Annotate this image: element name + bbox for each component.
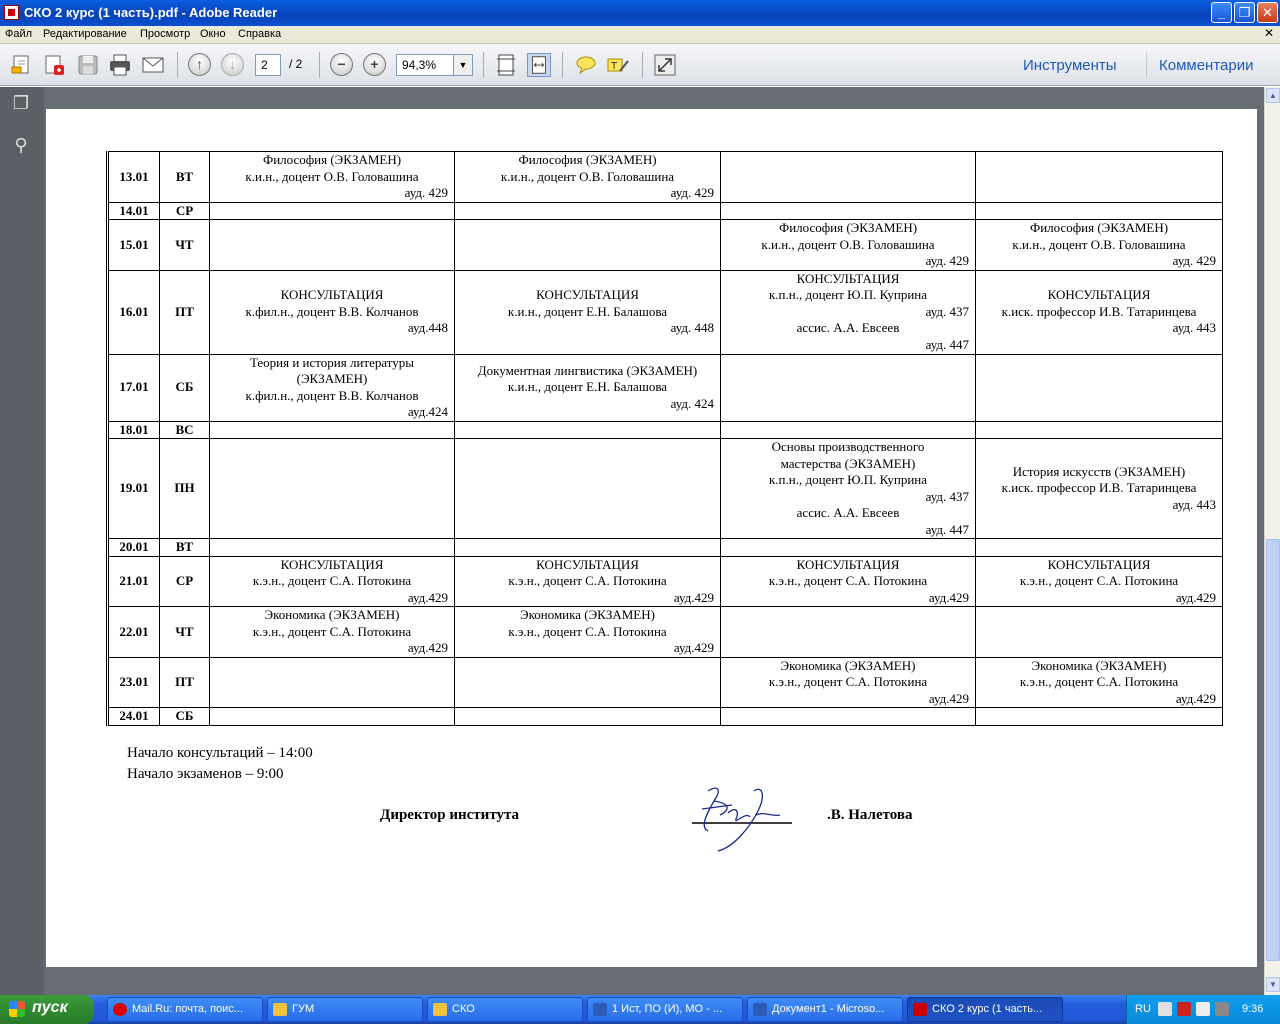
network-icon[interactable] <box>1158 1002 1172 1016</box>
class-cell <box>455 607 721 658</box>
date-cell: 18.01 <box>108 421 160 439</box>
taskbar-button[interactable] <box>267 997 423 1022</box>
subject-line: КОНСУЛЬТАЦИЯ <box>796 556 900 572</box>
zoom-dropdown-icon[interactable]: ▼ <box>453 55 472 75</box>
highlight-icon[interactable] <box>606 53 630 77</box>
folder-icon <box>433 1003 447 1016</box>
scroll-thumb[interactable] <box>1266 539 1280 961</box>
teacher-line: к.э.н., доцент С.А. Потокина <box>1019 573 1179 588</box>
class-cell <box>721 220 976 271</box>
room-line: ауд.448 <box>407 320 448 336</box>
room-line: ауд. 447 <box>925 336 969 352</box>
weekday-cell: ПН <box>160 439 210 539</box>
class-cell <box>721 539 976 557</box>
clock: 9:36 <box>1242 1003 1264 1015</box>
room-line: ауд.429 <box>407 589 448 605</box>
subject-line: КОНСУЛЬТАЦИЯ <box>536 556 639 572</box>
subject-line: Экономика (ЭКЗАМЕН) <box>520 607 655 622</box>
subject-line: КОНСУЛЬТАЦИЯ <box>536 287 639 303</box>
room-line: ауд.429 <box>673 589 714 605</box>
menu-view[interactable]: Просмотр <box>140 28 191 40</box>
date-cell: 23.01 <box>108 657 160 708</box>
class-cell <box>976 354 1223 421</box>
table-row <box>108 657 1223 708</box>
teacher-line: ассис. А.А. Евсеев <box>796 505 900 520</box>
previous-page-button[interactable]: ↑ <box>188 53 211 76</box>
class-cell <box>721 657 976 708</box>
comment-icon[interactable] <box>574 53 598 77</box>
subject-line: Экономика (ЭКЗАМЕН) <box>264 607 400 622</box>
subject-line: Основы производственного <box>771 439 925 454</box>
room-line: ауд. 424 <box>670 395 714 411</box>
attachments-icon[interactable]: ⚲ <box>14 135 28 155</box>
pdf-icon <box>913 1003 927 1016</box>
date-cell: 24.01 <box>108 708 160 726</box>
class-cell <box>210 657 455 708</box>
subject-line: Теория и история литературы <box>249 354 415 370</box>
class-cell <box>976 202 1223 220</box>
menu-bar <box>0 26 1280 44</box>
room-line: ауд. 443 <box>1172 496 1216 512</box>
class-cell <box>721 152 976 203</box>
class-cell <box>721 202 976 220</box>
comments-pane-button[interactable]: Комментарии <box>1159 57 1254 74</box>
date-cell: 13.01 <box>108 152 160 203</box>
teacher-line: к.э.н., доцент С.А. Потокина <box>1019 674 1179 689</box>
subject-line: мастерства (ЭКЗАМЕН) <box>780 455 916 471</box>
taskbar-button-label: 1 Ист, ПО (И), МО - ... <box>612 1003 723 1015</box>
subject-line: КОНСУЛЬТАЦИЯ <box>796 270 900 286</box>
table-row <box>108 708 1223 726</box>
class-cell <box>210 354 455 421</box>
class-cell <box>455 152 721 203</box>
table-row <box>108 152 1223 203</box>
consultation-start-note: Начало консультаций – 14:00 <box>127 745 313 761</box>
svg-text:T: T <box>611 61 618 72</box>
teacher-line: к.п.н., доцент Ю.П. Куприна <box>768 287 928 303</box>
expand-icon[interactable] <box>653 53 677 77</box>
start-label: пуск <box>32 999 68 1016</box>
open-icon[interactable] <box>10 53 34 77</box>
class-cell <box>455 539 721 557</box>
maximize-button[interactable]: ❐ <box>1234 2 1255 23</box>
menu-file[interactable]: Файл <box>5 28 33 40</box>
opera-icon <box>113 1003 127 1016</box>
class-cell <box>721 439 976 539</box>
class-cell <box>976 708 1223 726</box>
teacher-line: к.и.н., доцент О.В. Головашина <box>1012 236 1186 252</box>
room-line: ауд. 437 <box>925 303 969 319</box>
subject-line: Экономика (ЭКЗАМЕН) <box>1031 657 1167 673</box>
teacher-line: к.э.н., доцент С.А. Потокина <box>252 623 412 639</box>
taskbar-button[interactable] <box>427 997 583 1022</box>
word-icon <box>753 1003 767 1016</box>
class-cell <box>210 220 455 271</box>
schedule-table <box>106 151 1223 726</box>
teacher-line: ассис. А.А. Евсеев <box>796 320 900 336</box>
class-cell <box>210 421 455 439</box>
exam-start-note: Начало экзаменов – 9:00 <box>127 766 284 782</box>
subject-line: КОНСУЛЬТАЦИЯ <box>280 556 384 572</box>
room-line: ауд. 429 <box>1172 253 1216 268</box>
class-cell <box>210 202 455 220</box>
save-icon[interactable] <box>76 53 100 77</box>
weekday-cell: СБ <box>160 708 210 726</box>
table-row <box>108 539 1223 557</box>
taskbar-button-label: Mail.Ru: почта, поис... <box>132 1003 243 1015</box>
table-row <box>108 220 1223 271</box>
teacher-line: к.п.н., доцент Ю.П. Куприна <box>768 472 928 487</box>
word-icon <box>593 1003 607 1016</box>
class-cell <box>976 539 1223 557</box>
teacher-line: к.э.н., доцент С.А. Потокина <box>252 573 412 588</box>
teacher-line: к.э.н., доцент С.А. Потокина <box>768 573 928 588</box>
table-row <box>108 270 1223 354</box>
room-line: ауд. 429 <box>925 253 969 268</box>
pdf-page <box>46 109 1257 967</box>
room-line: ауд.429 <box>407 640 448 655</box>
date-cell: 21.01 <box>108 556 160 607</box>
class-cell <box>721 421 976 439</box>
table-row <box>108 354 1223 421</box>
table-row <box>108 439 1223 539</box>
close-button[interactable]: ✕ <box>1257 2 1278 23</box>
scroll-down-icon[interactable]: ▼ <box>1266 977 1280 992</box>
page-total: / 2 <box>289 57 303 71</box>
weekday-cell: СР <box>160 556 210 607</box>
room-line: ауд. 448 <box>670 320 714 336</box>
close-document-icon[interactable]: ✕ <box>1263 26 1274 40</box>
room-line: ауд. 429 <box>404 185 448 200</box>
class-cell <box>455 270 721 354</box>
class-cell <box>976 439 1223 539</box>
security-icon[interactable] <box>1177 1002 1191 1016</box>
subject-line: Экономика (ЭКЗАМЕН) <box>780 657 916 673</box>
class-cell <box>976 657 1223 708</box>
volume-icon[interactable] <box>1215 1002 1229 1016</box>
adobe-reader-icon <box>4 5 19 20</box>
table-row <box>108 556 1223 607</box>
subject-line: Философия (ЭКЗАМЕН) <box>262 152 402 167</box>
class-cell <box>455 439 721 539</box>
taskbar-button[interactable] <box>747 997 903 1022</box>
weekday-cell: ПТ <box>160 657 210 708</box>
date-cell: 14.01 <box>108 202 160 220</box>
class-cell <box>455 556 721 607</box>
class-cell <box>455 421 721 439</box>
teacher-line: к.иск. профессор И.В. Татаринцева <box>1001 303 1197 319</box>
weekday-cell: ВТ <box>160 539 210 557</box>
director-signature <box>688 781 798 855</box>
page-thumbnails-icon[interactable]: ❐ <box>12 93 30 113</box>
weekday-cell: ВТ <box>160 152 210 203</box>
menu-edit[interactable]: Редактирование <box>43 28 127 40</box>
subject-line: Документная лингвистика (ЭКЗАМЕН) <box>477 362 698 378</box>
class-cell <box>976 270 1223 354</box>
date-cell: 19.01 <box>108 439 160 539</box>
teacher-line: к.и.н., доцент Е.Н. Балашова <box>507 303 668 319</box>
room-line: ауд.429 <box>1175 589 1216 605</box>
next-page-button[interactable]: ↓ <box>221 53 244 76</box>
weekday-cell: ЧТ <box>160 607 210 658</box>
fit-page-icon[interactable] <box>494 53 518 77</box>
class-cell <box>721 708 976 726</box>
class-cell <box>210 556 455 607</box>
subject-line: (ЭКЗАМЕН) <box>296 371 368 386</box>
room-line: ауд.429 <box>928 589 969 605</box>
tools-pane-button[interactable]: Инструменты <box>1023 57 1117 74</box>
class-cell <box>976 607 1223 658</box>
class-cell <box>210 270 455 354</box>
teacher-line: к.и.н., доцент Е.Н. Балашова <box>507 379 668 395</box>
language-indicator[interactable]: RU <box>1135 1003 1151 1015</box>
class-cell <box>721 607 976 658</box>
folder-icon <box>273 1003 287 1016</box>
date-cell: 17.01 <box>108 354 160 421</box>
class-cell <box>455 220 721 271</box>
document-area[interactable] <box>44 87 1264 995</box>
window-title: СКО 2 курс (1 часть).pdf - Adobe Reader <box>24 5 278 20</box>
room-line: ауд.429 <box>673 640 714 655</box>
room-line: ауд. 447 <box>925 521 969 537</box>
window-titlebar <box>0 0 1280 26</box>
taskbar-button[interactable] <box>907 997 1063 1022</box>
navigation-panel <box>0 87 44 995</box>
email-icon[interactable] <box>141 53 165 77</box>
room-line: ауд. 443 <box>1172 320 1216 336</box>
class-cell <box>721 270 976 354</box>
print-icon[interactable] <box>108 53 132 77</box>
create-pdf-icon[interactable] <box>42 53 66 77</box>
subject-line: КОНСУЛЬТАЦИЯ <box>1047 556 1151 572</box>
subject-line: КОНСУЛЬТАЦИЯ <box>1047 287 1151 303</box>
system-tray <box>1126 995 1280 1024</box>
minimize-button[interactable]: _ <box>1211 2 1232 23</box>
toolbar <box>0 44 1280 86</box>
class-cell <box>721 354 976 421</box>
windows-logo-icon <box>9 1001 25 1017</box>
weekday-cell: СБ <box>160 354 210 421</box>
taskbar-button[interactable] <box>107 997 263 1022</box>
class-cell <box>210 152 455 203</box>
class-cell <box>721 556 976 607</box>
class-cell <box>976 152 1223 203</box>
date-cell: 22.01 <box>108 607 160 658</box>
taskbar-button-label: Документ1 - Microso... <box>772 1003 885 1015</box>
subject-line: КОНСУЛЬТАЦИЯ <box>280 287 384 303</box>
teacher-line: к.фил.н., доцент В.В. Колчанов <box>245 303 419 319</box>
teacher-line: к.и.н., доцент О.В. Головашина <box>761 236 935 252</box>
menu-help[interactable]: Справка <box>238 28 282 40</box>
director-label: Директор института <box>380 807 520 823</box>
subject-line: Философия (ЭКЗАМЕН) <box>778 220 918 235</box>
scroll-up-icon[interactable]: ▲ <box>1266 88 1280 103</box>
weekday-cell: СР <box>160 202 210 220</box>
zoom-in-button[interactable]: + <box>363 53 386 76</box>
teacher-line: к.э.н., доцент С.А. Потокина <box>768 674 928 689</box>
subject-line: Философия (ЭКЗАМЕН) <box>518 152 657 167</box>
subject-line: Философия (ЭКЗАМЕН) <box>1029 220 1169 235</box>
subject-line: История искусств (ЭКЗАМЕН) <box>1012 463 1186 479</box>
room-line: ауд. 429 <box>670 185 714 200</box>
room-line: ауд.429 <box>1175 690 1216 706</box>
class-cell <box>455 202 721 220</box>
date-cell: 20.01 <box>108 539 160 557</box>
teacher-line: к.э.н., доцент С.А. Потокина <box>508 573 667 588</box>
date-cell: 16.01 <box>108 270 160 354</box>
teacher-line: к.иск. профессор И.В. Татаринцева <box>1001 480 1197 496</box>
menu-window[interactable]: Окно <box>200 28 226 40</box>
taskbar-button-label: СКО 2 курс (1 часть... <box>932 1003 1043 1015</box>
weekday-cell: ЧТ <box>160 220 210 271</box>
class-cell <box>210 708 455 726</box>
zoom-value: 94,3% <box>402 58 437 72</box>
teacher-line: к.э.н., доцент С.А. Потокина <box>508 623 667 639</box>
taskbar-button-label: ГУМ <box>292 1003 315 1015</box>
fit-width-icon[interactable] <box>527 53 551 77</box>
room-line: ауд.429 <box>928 690 969 706</box>
class-cell <box>210 439 455 539</box>
weekday-cell: ВС <box>160 421 210 439</box>
class-cell <box>210 607 455 658</box>
class-cell <box>455 708 721 726</box>
vertical-scrollbar[interactable] <box>1264 87 1280 995</box>
class-cell <box>455 354 721 421</box>
table-row <box>108 202 1223 220</box>
class-cell <box>455 657 721 708</box>
taskbar <box>0 995 1280 1024</box>
start-button[interactable] <box>0 995 94 1024</box>
class-cell <box>210 539 455 557</box>
director-name: .В. Налетова <box>827 807 913 823</box>
teacher-line: к.и.н., доцент О.В. Головашина <box>245 168 419 184</box>
zoom-out-button[interactable]: − <box>330 53 353 76</box>
room-line: ауд.424 <box>407 404 448 419</box>
class-cell <box>976 421 1223 439</box>
weekday-cell: ПТ <box>160 270 210 354</box>
teacher-line: к.фил.н., доцент В.В. Колчанов <box>245 387 419 403</box>
agent-icon[interactable] <box>1196 1002 1210 1016</box>
table-row <box>108 421 1223 439</box>
class-cell <box>976 220 1223 271</box>
taskbar-button-label: СКО <box>452 1003 475 1015</box>
table-row <box>108 607 1223 658</box>
class-cell <box>976 556 1223 607</box>
date-cell: 15.01 <box>108 220 160 271</box>
taskbar-button[interactable] <box>587 997 743 1022</box>
room-line: ауд. 437 <box>925 488 969 504</box>
teacher-line: к.и.н., доцент О.В. Головашина <box>500 168 675 184</box>
page-number-input[interactable]: 2 <box>255 54 281 76</box>
